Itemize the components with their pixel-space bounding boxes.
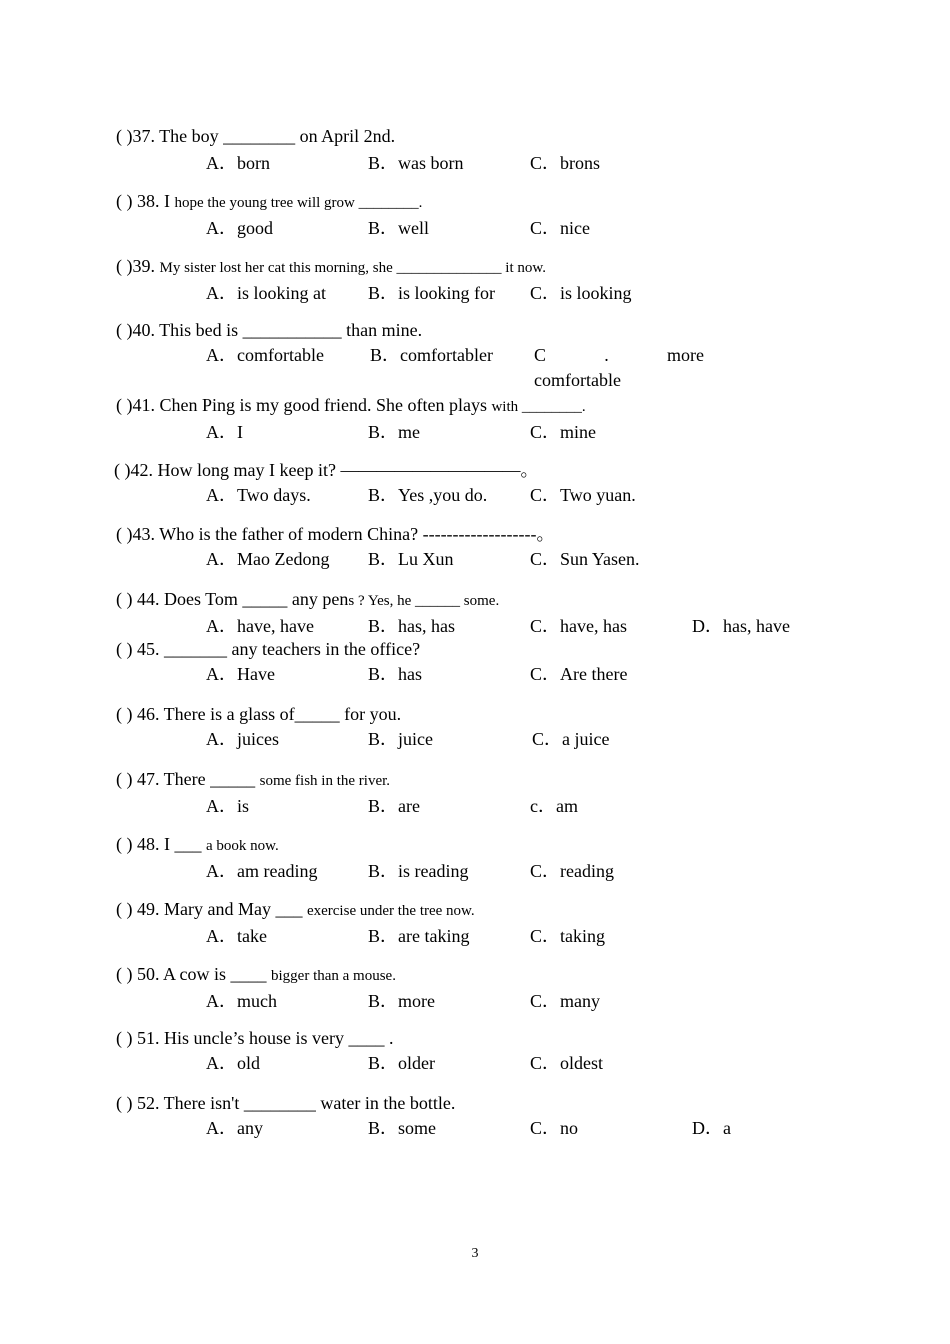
option-c: C．Sun Yasen.: [530, 549, 640, 569]
question-stem: [116, 637, 836, 662]
option-a: A．much: [206, 991, 277, 1011]
option-c: C．taking: [530, 926, 605, 946]
question-stem: [116, 832, 836, 859]
options-row: [116, 859, 836, 884]
question-stem: [116, 522, 836, 547]
stem-text-small: s ? Yes, he ______ some.: [348, 593, 500, 609]
option-b: B．comfortabler: [370, 345, 493, 365]
option-c: C．have, has: [530, 616, 627, 636]
question-39: [116, 254, 836, 306]
stem-text: ( ) 44. Does Tom _____ any pen: [116, 589, 349, 609]
options-row: [114, 483, 834, 508]
question-49: [116, 897, 836, 949]
stem-text: ( ) 47. There _____: [116, 769, 260, 789]
options-row: [116, 281, 836, 306]
option-c-letter: C: [534, 345, 547, 365]
stem-text: ( )37. The boy ________ on April 2nd.: [116, 126, 396, 146]
option-a: A．comfortable: [206, 345, 324, 365]
stem-text: ( ) 50. A cow is ____: [116, 964, 271, 984]
option-b: B．juice: [368, 729, 433, 749]
question-stem: [116, 124, 836, 151]
option-b: B．older: [368, 1053, 435, 1073]
option-c: C．brons: [530, 153, 601, 173]
stem-text-small: hope the young tree will grow ________.: [174, 195, 423, 211]
option-b: B．is reading: [368, 861, 469, 881]
question-stem: [116, 962, 836, 989]
option-a: A．take: [206, 926, 267, 946]
stem-text: ( )39.: [116, 256, 160, 276]
options-row: [116, 216, 836, 241]
option-a: A．good: [206, 218, 273, 238]
option-c-dot: .: [604, 345, 609, 365]
option-b: B．Yes ,you do.: [368, 485, 488, 505]
question-43: [116, 522, 836, 572]
option-a: A．any: [206, 1118, 263, 1138]
option-b: B．Lu Xun: [368, 549, 454, 569]
option-c: [534, 343, 704, 393]
question-stem: [116, 897, 836, 924]
option-d: D．a: [692, 1118, 731, 1138]
option-c: C．mine: [530, 422, 596, 442]
question-stem: [116, 1026, 836, 1051]
question-50: [116, 962, 836, 1014]
option-b: B．has: [368, 664, 422, 684]
question-46: [116, 702, 836, 752]
stem-text: ( )43. Who is the father of modern China? -------------------。: [116, 524, 555, 544]
option-a: A．am reading: [206, 861, 318, 881]
stem-text: ( ) 48. I ___: [116, 834, 206, 854]
option-b: B．well: [368, 218, 429, 238]
question-40: [116, 318, 836, 390]
option-c: C．no: [530, 1118, 579, 1138]
stem-text: ( ) 45. _______ any teachers in the office?: [116, 639, 421, 659]
options-row: [116, 989, 836, 1014]
option-b: B．more: [368, 991, 435, 1011]
options-row: [116, 1116, 836, 1141]
question-37: [116, 124, 836, 176]
stem-text: ( ) 49. Mary and May ___: [116, 899, 307, 919]
options-row: [116, 614, 836, 639]
option-c: C．oldest: [530, 1053, 604, 1073]
option-c-word-2: comfortable: [534, 370, 621, 390]
question-stem: [114, 458, 834, 483]
question-51: [116, 1026, 836, 1076]
option-c: C．many: [530, 991, 600, 1011]
options-row: [116, 547, 836, 572]
stem-text-small: exercise under the tree now.: [306, 903, 475, 919]
option-c: C．is looking: [530, 283, 632, 303]
stem-text: ( ) 52. There isn't ________ water in the bottle.: [116, 1093, 456, 1113]
option-c-word: more: [667, 345, 704, 365]
stem-text: ( ) 46. There is a glass of_____ for you.: [116, 704, 402, 724]
question-44: [116, 587, 836, 639]
option-a: A．is: [206, 796, 250, 816]
stem-text: ( )41. Chen Ping is my good friend. She often plays: [116, 395, 492, 415]
option-a: A．have, have: [206, 616, 314, 636]
option-a: A．Two days.: [206, 485, 311, 505]
question-stem: [116, 587, 836, 614]
options-row: [116, 151, 836, 176]
option-c: C．reading: [530, 861, 614, 881]
stem-text-small: a book now.: [205, 838, 279, 854]
question-stem: [116, 393, 836, 420]
question-stem: [116, 1091, 836, 1116]
question-stem: [116, 189, 836, 216]
question-45: [116, 637, 836, 687]
stem-text-small: with ________.: [491, 399, 586, 415]
option-a: A．old: [206, 1053, 260, 1073]
options-row: [116, 420, 836, 445]
question-stem: [116, 318, 836, 343]
option-a: A．is looking at: [206, 283, 326, 303]
option-a: A．born: [206, 153, 270, 173]
stem-text: ( ) 38. I: [116, 191, 175, 211]
question-38: [116, 189, 836, 241]
question-stem: [116, 767, 836, 794]
option-b: B．was born: [368, 153, 464, 173]
options-row: [116, 343, 836, 390]
page-number: 3: [471, 1246, 479, 1261]
options-row: [116, 1051, 836, 1076]
options-row: [116, 794, 836, 819]
question-stem: [116, 702, 836, 727]
option-c: C．Are there: [530, 664, 628, 684]
option-c: c．am: [530, 796, 578, 816]
stem-text-small: bigger than a mouse.: [271, 968, 396, 984]
question-41: [116, 393, 836, 445]
option-c: C．nice: [530, 218, 590, 238]
question-stem: [116, 254, 836, 281]
option-b: B．some: [368, 1118, 437, 1138]
option-b: B．are: [368, 796, 420, 816]
options-row: [116, 662, 836, 687]
stem-text: ( ) 51. His uncle’s house is very ____ .: [116, 1028, 394, 1048]
question-42: [114, 458, 834, 508]
options-row: [116, 727, 836, 752]
option-a: A．Mao Zedong: [206, 549, 330, 569]
option-c: C．a juice: [532, 729, 610, 749]
option-b: B．is looking for: [368, 283, 496, 303]
question-47: [116, 767, 836, 819]
option-b: B．me: [368, 422, 420, 442]
option-b: B．are taking: [368, 926, 470, 946]
option-b: B．has, has: [368, 616, 455, 636]
stem-text-small: My sister lost her cat this morning, she ______________ it now.: [159, 260, 546, 276]
question-52: [116, 1091, 836, 1141]
options-row: [116, 924, 836, 949]
option-a: A．juices: [206, 729, 279, 749]
option-a: A．Have: [206, 664, 275, 684]
option-a: A．I: [206, 422, 243, 442]
option-d: D．has, have: [692, 616, 790, 636]
question-48: [116, 832, 836, 884]
stem-text: ( )42. How long may I keep it? ——————————。: [114, 460, 539, 480]
stem-text-small: some fish in the river.: [259, 773, 391, 789]
option-c: C．Two yuan.: [530, 485, 636, 505]
stem-text: ( )40. This bed is ___________ than mine.: [116, 320, 423, 340]
